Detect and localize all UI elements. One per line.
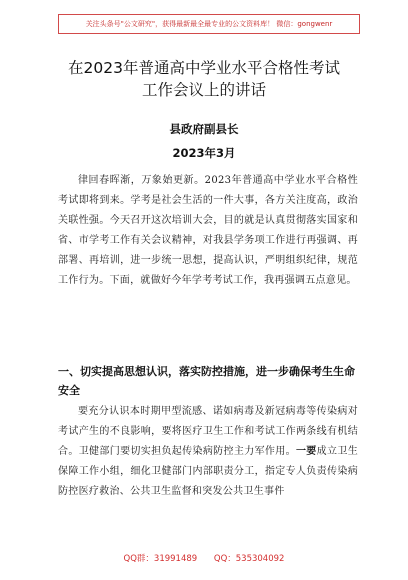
footer-contact: [0, 552, 408, 564]
document-title-line-1: 在2023年普通高中学业水平合格性考试: [68, 59, 340, 77]
document-title-line-2: 工作会议上的讲话: [141, 81, 266, 99]
section-1-text-before: 要充分认识本时期甲型流感、诺如病毒及新冠病毒等传染病对考试产生的不良影响，要将医疗卫生工作和考试工作两条线有机结合。卫健部门要切实担负起传染病防控主力军作用。: [58, 406, 358, 457]
intro-paragraph: 律回春晖渐，万象始更新。2023年普通高中学业水平合格性考试即将到来。学考是社会生活的一件大事，各方关注度高，政治关联性强。今天召开这次培训大会，目的就是认真贯彻落实国家和省、市学考工作有关会议精神，对我县学务项工作进行再强调、再部署、再培训，进一步统一思想，提高认识，严明组织纪律，规范工作行为。下面，就做好今年学考考试工作，我再强调五点意见。: [58, 175, 358, 286]
section-1-heading: 一、切实提高思想认识，落实防控措施，进一步确保考生生命安全: [58, 365, 355, 397]
footer-qq: QQ：535304092: [213, 554, 285, 564]
footer-qq-group: QQ群：31991489: [123, 554, 198, 564]
section-1-emphasis: 一要: [295, 446, 317, 457]
speech-date: 2023年3月: [172, 146, 236, 160]
section-1-paragraph: [58, 402, 358, 550]
banner-text: 关注头条号"公文研究"，获得最新最全最专业的公文资料库！ 微信：gongwenr: [85, 20, 333, 28]
speaker: 县政府副县长: [169, 122, 239, 136]
header-banner: [58, 14, 360, 34]
section-1-text-after: 成立卫生保障工作小组，细化卫健部门内部职责分工，指定专人负责传染病防控医疗救治、公共卫生监督和突发公共卫生事件: [58, 446, 358, 497]
